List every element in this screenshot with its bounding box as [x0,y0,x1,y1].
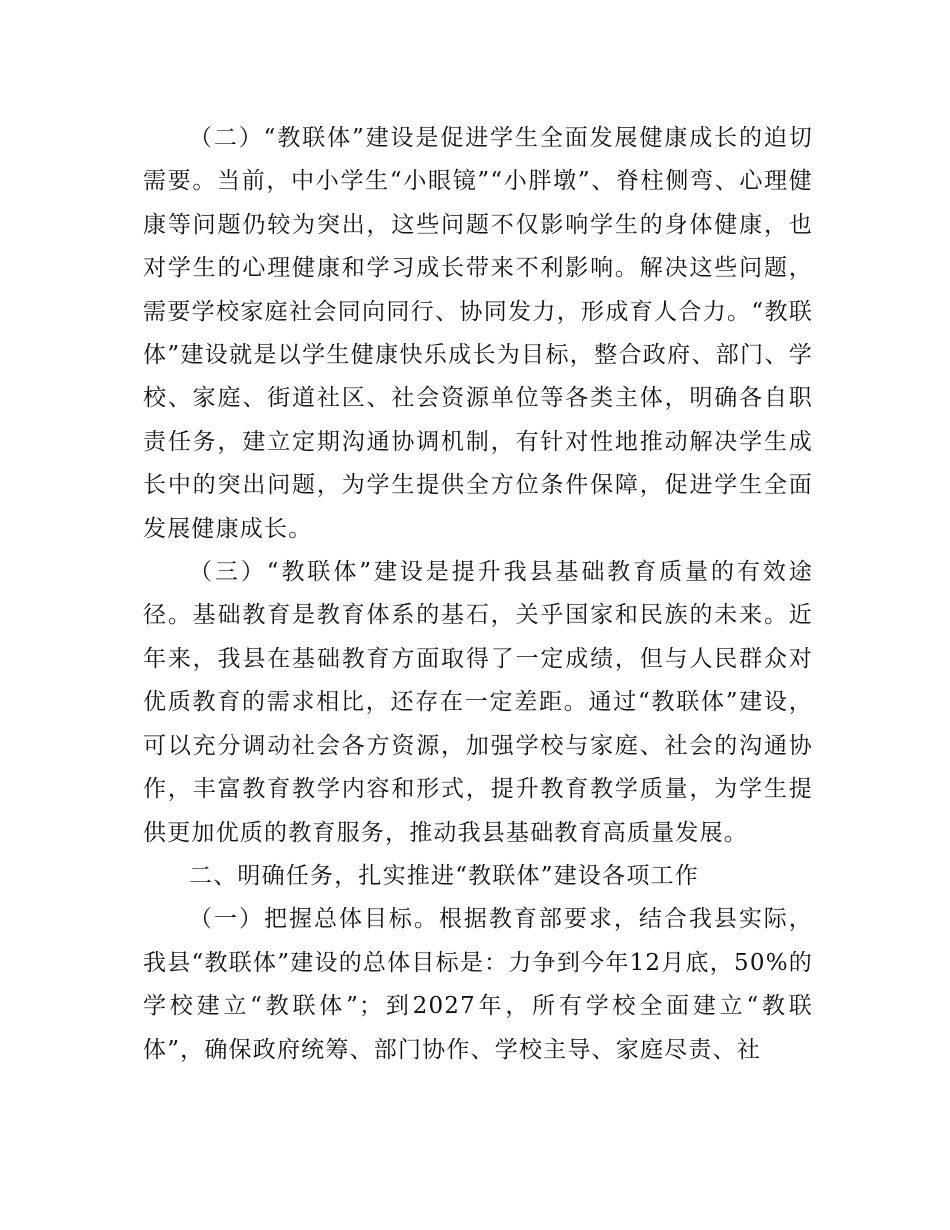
paragraph-section-2-1: （一）把握总体目标。根据教育部要求，结合我县实际，我县“教联体”建设的总体目标是：力争到今年12月底，50%的学校建立“教联体”；到2027年，所有学校全面建立“教联体”，确保政府统筹、部门协作、学校主导、家庭尽责、社 [143,906,813,1063]
paragraph-section-1-3: （三）“教联体”建设是提升我县基础教育质量的有效途径。基础教育是教育体系的基石，关乎国家和民族的未来。近年来，我县在基础教育方面取得了一定成绩，但与人民群众对优质教育的需求相比，还存在一定差距。通过“教联体”建设，可以充分调动社会各方资源，加强学校与家庭、社会的沟通协作，丰富教育教学内容和形式，提升教育教学质量，为学生提供更加优质的教育服务，推动我县基础教育高质量发展。 [143,559,813,846]
document-body [143,117,813,1072]
section-heading-2: 二、明确任务，扎实推进“教联体”建设各项工作 [189,862,699,889]
paragraph-section-1-2: （二）“教联体”建设是促进学生全面发展健康成长的迫切需要。当前，中小学生“小眼镜”“小胖墩”、脊柱侧弯、心理健康等问题仍较为突出，这些问题不仅影响学生的身体健康，也对学生的心理健康和学习成长带来不利影响。解决这些问题，需要学校家庭社会同向同行、协同发力，形成育人合力。“教联体”建设就是以学生健康快乐成长为目标，整合政府、部门、学校、家庭、街道社区、社会资源单位等各类主体，明确各自职责任务，建立定期沟通协调机制，有针对性地推动解决学生成长中的突出问题，为学生提供全方位条件保障，促进学生全面发展健康成长。 [143,125,813,542]
